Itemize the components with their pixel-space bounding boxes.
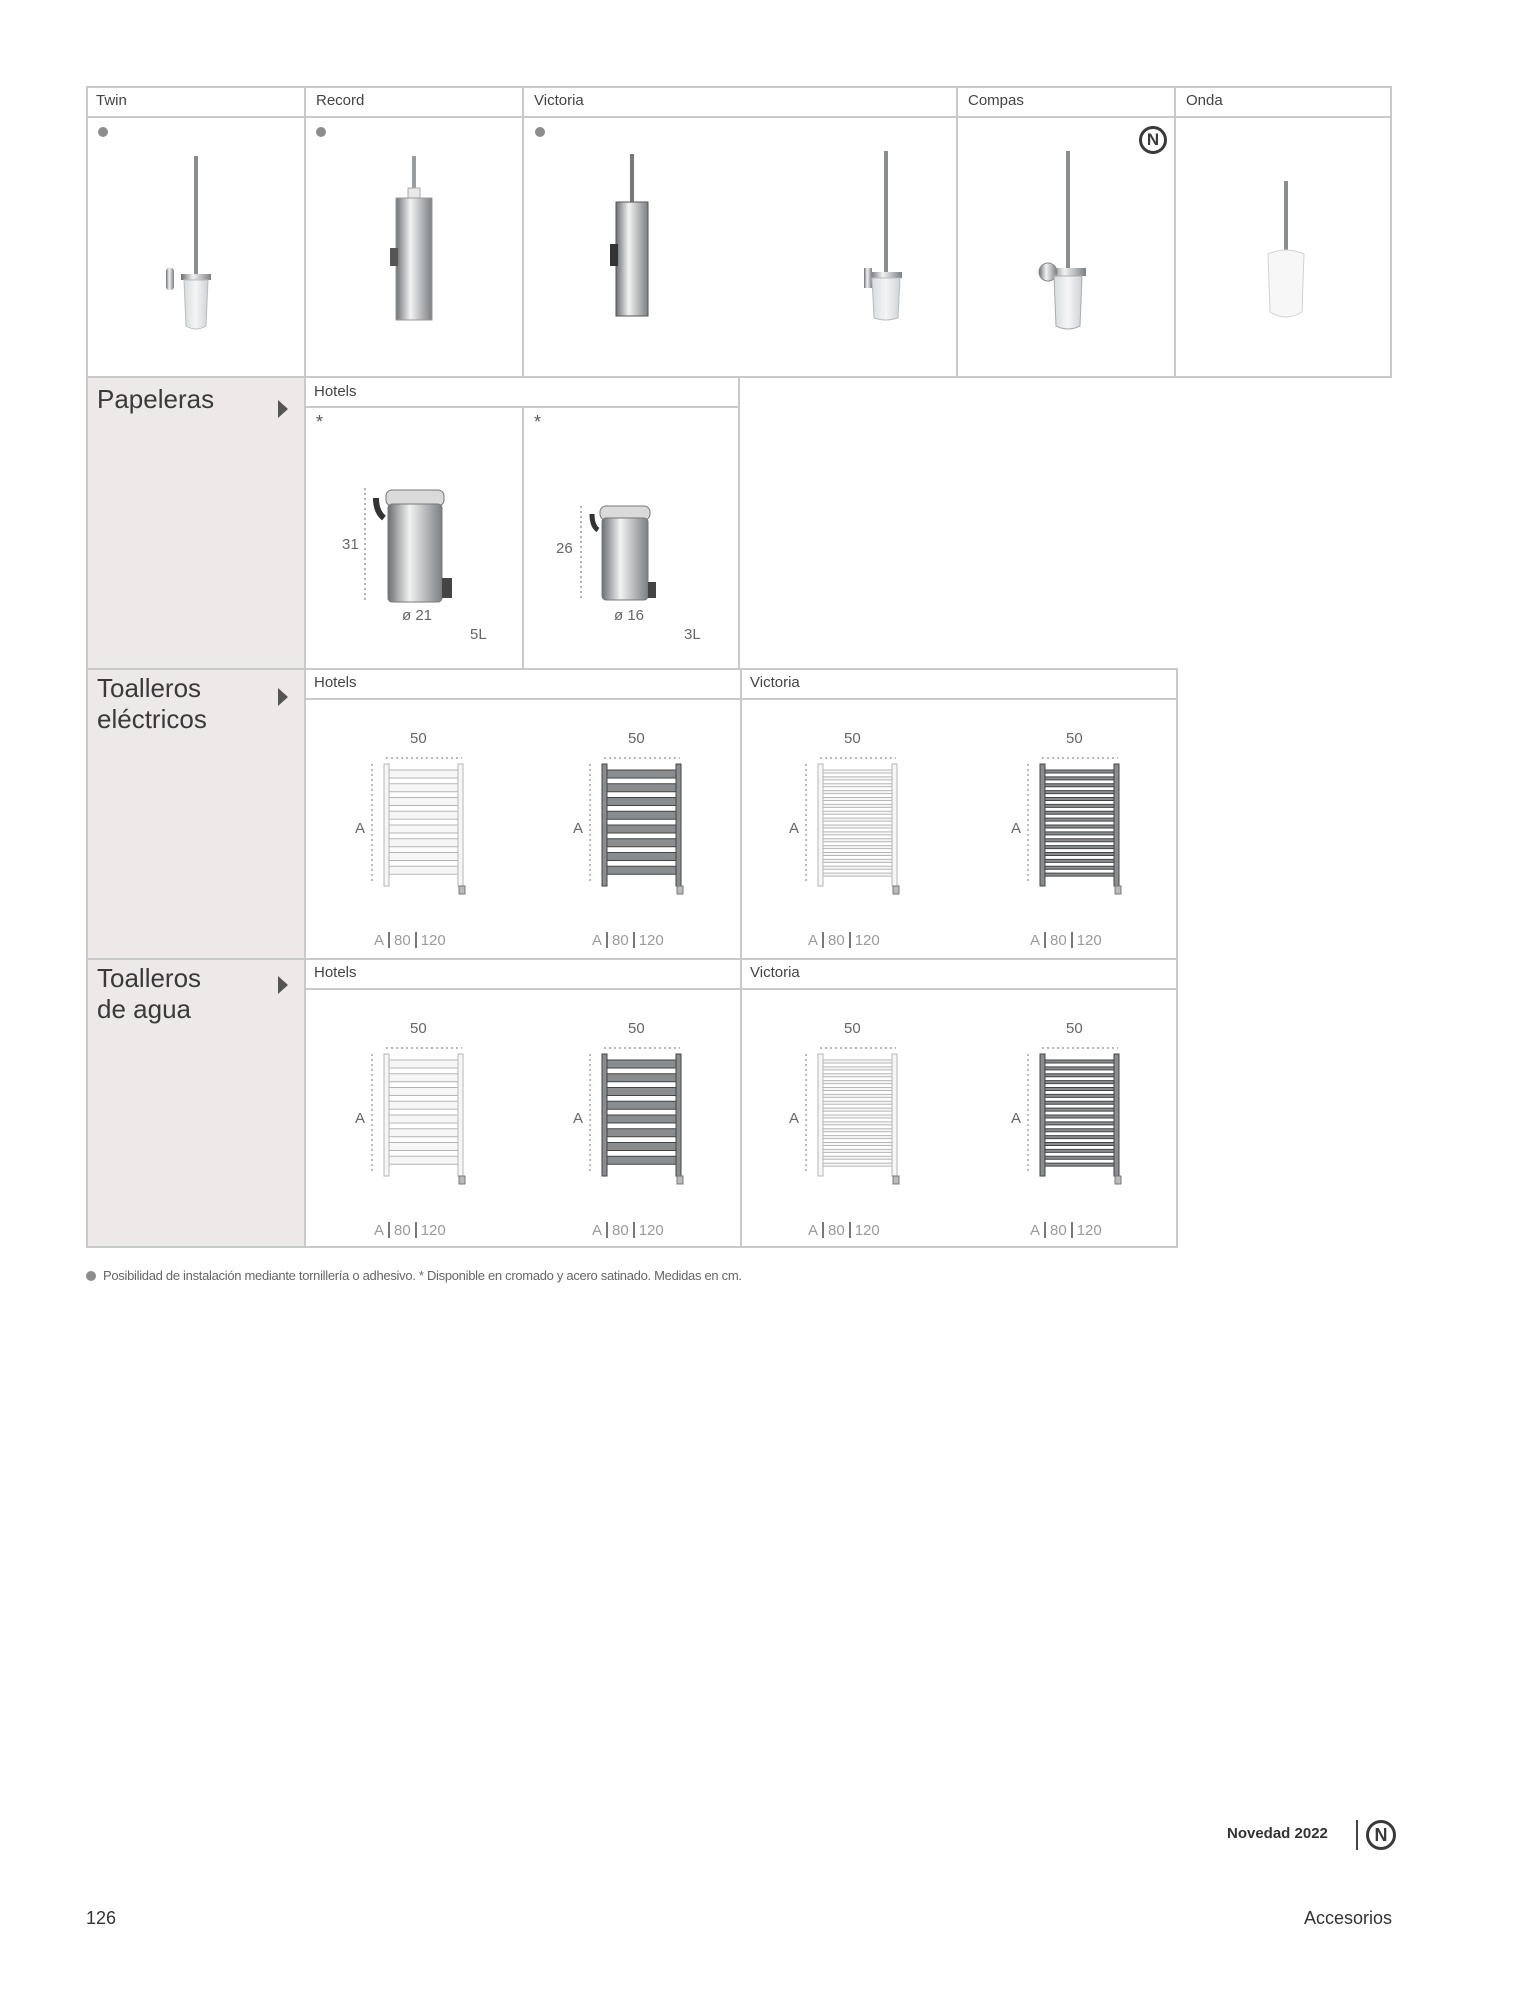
toalleros-electricos-title-line1: Toalleros	[97, 673, 202, 703]
towel-rail-sizes	[374, 932, 446, 949]
divider	[1044, 1222, 1046, 1238]
towel-rail-width: 50	[1066, 1020, 1083, 1037]
towel-rail-image	[340, 750, 520, 920]
papelera-5l-diameter: ø 21	[402, 607, 433, 624]
divider	[633, 1222, 635, 1238]
column-header-onda: Onda	[1186, 92, 1223, 109]
towel-rail-unit	[558, 730, 738, 950]
divider	[1044, 932, 1046, 948]
towel-rail-image	[558, 1040, 738, 1210]
towel-rail-image	[996, 1040, 1176, 1210]
towel-rail-width: 50	[628, 1020, 645, 1037]
size-80: 80	[612, 932, 629, 949]
twin-toilet-brush-image	[146, 146, 246, 346]
towel-rail-image	[996, 750, 1176, 920]
column-header-twin: Twin	[96, 92, 127, 109]
size-80: 80	[612, 1222, 629, 1239]
page-section: Accesorios	[1303, 1908, 1392, 1928]
toilet-brush-table	[86, 86, 1392, 378]
new-badge-icon: N	[1139, 126, 1167, 154]
page-number: 126	[86, 1908, 117, 1928]
papelera-5l-image	[360, 478, 470, 608]
compas-toilet-brush-image	[1018, 146, 1118, 346]
towel-rail-sizes	[592, 932, 664, 949]
towel-rail-height-label: A	[355, 820, 366, 837]
divider	[304, 86, 306, 378]
toalleros-electricos-title-line2: eléctricos	[97, 704, 207, 734]
papelera-5l-star: *	[316, 412, 324, 432]
divider	[415, 1222, 417, 1238]
divider	[415, 932, 417, 948]
divider	[1174, 86, 1176, 378]
adhesive-dot-icon	[535, 127, 545, 137]
papelera-3l-image	[576, 498, 676, 608]
record-toilet-brush-image	[364, 146, 464, 346]
toalleros-electricos-hotels-header	[304, 668, 742, 700]
towel-rail-unit	[774, 730, 954, 950]
toalleros-agua-hotels-header	[304, 958, 742, 990]
victoria-wall-toilet-brush-image	[582, 146, 682, 346]
towel-rail-image	[774, 750, 954, 920]
sizes-label: A	[808, 1222, 819, 1239]
adhesive-dot-icon	[98, 127, 108, 137]
towel-rail-height-label: A	[789, 1110, 800, 1127]
towel-rail-width: 50	[410, 1020, 427, 1037]
towel-rail-sizes	[808, 1222, 880, 1239]
papelera-3l-diameter: ø 16	[614, 607, 645, 624]
novedad-year: 2022	[1294, 1825, 1328, 1842]
size-120: 120	[1076, 1222, 1102, 1239]
sizes-label: A	[592, 932, 603, 949]
toalleros-electricos-victoria-header	[740, 668, 1178, 700]
towel-rail-height-label: A	[789, 820, 800, 837]
column-header-record: Record	[316, 92, 365, 109]
towel-rail-width: 50	[844, 730, 861, 747]
size-120: 120	[854, 1222, 880, 1239]
towel-rail-image	[340, 1040, 520, 1210]
towel-rail-height-label: A	[573, 820, 584, 837]
towel-rail-width: 50	[410, 730, 427, 747]
novedad-label	[1227, 1825, 1328, 1842]
divider	[522, 86, 524, 378]
toalleros-electricos-group-hotels: Hotels	[314, 674, 357, 691]
papelera-5l-capacity: 5L	[470, 626, 487, 643]
towel-rail-height-label: A	[573, 1110, 584, 1127]
towel-rail-sizes	[1030, 932, 1102, 949]
divider	[849, 1222, 851, 1238]
sizes-label: A	[1030, 1222, 1041, 1239]
papelera-3l-capacity: 3L	[684, 626, 701, 643]
adhesive-dot-icon	[86, 1271, 96, 1281]
column-header-victoria: Victoria	[534, 92, 584, 109]
divider	[1071, 1222, 1073, 1238]
papelera-3l-height: 26	[556, 540, 573, 557]
towel-rail-unit	[558, 1020, 738, 1240]
towel-rail-height-label: A	[1011, 1110, 1022, 1127]
papelera-3l-star: *	[534, 412, 542, 432]
toalleros-agua-title-line1: Toalleros	[97, 963, 202, 993]
towel-rail-sizes	[1030, 1222, 1102, 1239]
toalleros-agua-group-hotels: Hotels	[314, 964, 357, 981]
towel-rail-width: 50	[1066, 730, 1083, 747]
divider	[606, 1222, 608, 1238]
footnote: Posibilidad de instalación mediante tornillería o adhesivo. * Disponible en cromado y acero satinado. Medidas en cm.	[103, 1268, 742, 1283]
towel-rail-unit	[996, 1020, 1176, 1240]
towel-rail-sizes	[592, 1222, 664, 1239]
onda-toilet-brush-image	[1236, 146, 1336, 346]
column-header-compas: Compas	[968, 92, 1024, 109]
divider	[822, 1222, 824, 1238]
divider	[1071, 932, 1073, 948]
size-80: 80	[394, 932, 411, 949]
sizes-label: A	[808, 932, 819, 949]
size-120: 120	[638, 1222, 664, 1239]
towel-rail-height-label: A	[355, 1110, 366, 1127]
towel-rail-unit	[996, 730, 1176, 950]
size-80: 80	[1050, 1222, 1067, 1239]
towel-rail-unit	[340, 730, 520, 950]
towel-rail-unit	[340, 1020, 520, 1240]
victoria-toilet-brush-image	[836, 146, 936, 346]
toilet-brush-body	[86, 116, 1392, 378]
toalleros-agua-title-line2: de agua	[97, 994, 191, 1024]
sizes-label: A	[1030, 932, 1041, 949]
sizes-label: A	[374, 932, 385, 949]
divider	[388, 932, 390, 948]
size-80: 80	[394, 1222, 411, 1239]
papeleras-title: Papeleras	[97, 384, 215, 414]
toalleros-agua-group-victoria: Victoria	[750, 964, 800, 981]
divider	[388, 1222, 390, 1238]
expand-arrow-icon[interactable]	[278, 976, 288, 994]
divider	[606, 932, 608, 948]
papelera-5l-height: 31	[342, 536, 359, 553]
size-120: 120	[420, 1222, 446, 1239]
divider	[956, 86, 958, 378]
sizes-label: A	[374, 1222, 385, 1239]
toalleros-electricos-group-victoria: Victoria	[750, 674, 800, 691]
size-120: 120	[1076, 932, 1102, 949]
sizes-label: A	[592, 1222, 603, 1239]
divider	[849, 932, 851, 948]
size-80: 80	[1050, 932, 1067, 949]
divider	[822, 932, 824, 948]
towel-rail-unit	[774, 1020, 954, 1240]
new-badge-icon: N	[1366, 1820, 1396, 1850]
divider	[633, 932, 635, 948]
adhesive-dot-icon	[316, 127, 326, 137]
size-120: 120	[420, 932, 446, 949]
towel-rail-height-label: A	[1011, 820, 1022, 837]
toalleros-agua-victoria-header	[740, 958, 1178, 990]
divider	[1356, 1820, 1358, 1850]
size-120: 120	[854, 932, 880, 949]
towel-rail-sizes	[808, 932, 880, 949]
towel-rail-width: 50	[844, 1020, 861, 1037]
papeleras-section-label	[86, 376, 306, 670]
expand-arrow-icon[interactable]	[278, 400, 288, 418]
papeleras-group-header	[304, 376, 740, 408]
novedad-text: Novedad	[1227, 1825, 1291, 1842]
towel-rail-sizes	[374, 1222, 446, 1239]
size-120: 120	[638, 932, 664, 949]
towel-rail-image	[774, 1040, 954, 1210]
size-80: 80	[828, 932, 845, 949]
papeleras-group-hotels: Hotels	[314, 383, 357, 400]
expand-arrow-icon[interactable]	[278, 688, 288, 706]
size-80: 80	[828, 1222, 845, 1239]
towel-rail-image	[558, 750, 738, 920]
towel-rail-width: 50	[628, 730, 645, 747]
